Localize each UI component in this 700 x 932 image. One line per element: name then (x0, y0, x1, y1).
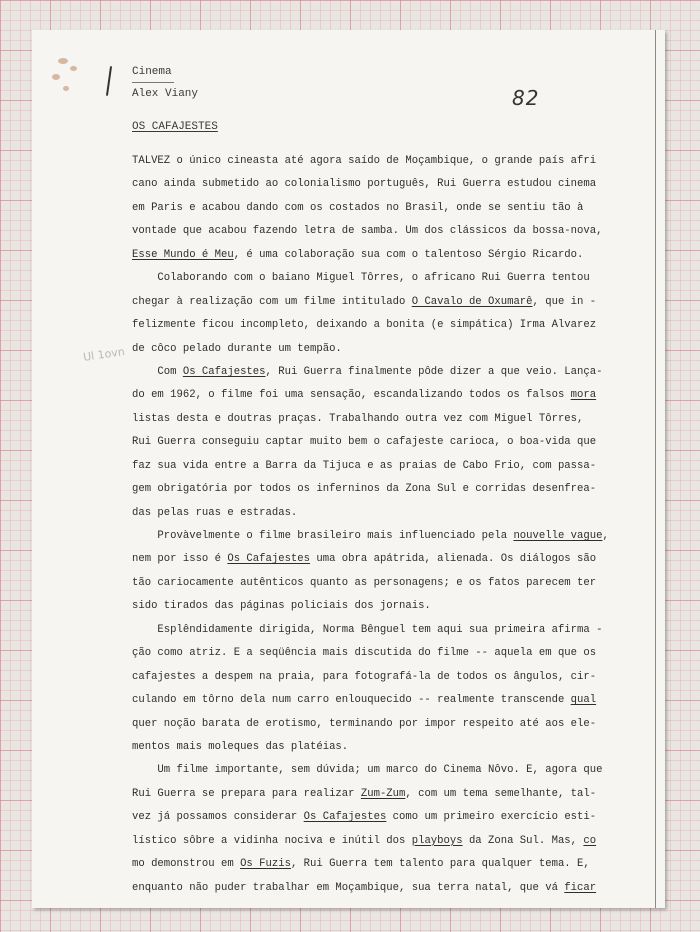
underlined-title: Os Cafajestes (182, 365, 266, 378)
text-run: Um filme importante, sem dúvida; um marco do Cinema Nôvo. E, agora que (132, 764, 603, 777)
text-run: do em 1962, o filme foi uma sensação, escandalizando todos os falsos (132, 389, 571, 402)
underlined-title: ficar (564, 881, 597, 894)
underlined-title: Os Cafajestes (227, 553, 311, 566)
underlined-title: Esse Mundo é Meu (132, 248, 234, 261)
text-line (132, 759, 644, 782)
text-line (132, 877, 644, 900)
text-run: listas desta e doutras praças. Trabalhando outra vez com Miguel Tôrres, (132, 412, 584, 425)
margin-note: Ul 1ovn (82, 345, 126, 364)
text-run: lístico sôbre a vidinha nociva e inútil dos (132, 834, 412, 847)
text-run: tão cariocamente autênticos quanto as personagens; e os fatos parecem ter (132, 576, 597, 589)
underlined-title: Zum-Zum (360, 787, 406, 800)
text-run: , que in - (532, 295, 597, 308)
text-run: em Paris e acabou dando com os costados no Brasil, onde se sentiu tão à (132, 201, 584, 214)
text-run: , é uma colaboração sua com o talentoso Sérgio Ricardo. (233, 248, 584, 261)
rust-stain (63, 86, 69, 91)
underlined-title: mora (570, 389, 597, 402)
underlined-title: playboys (411, 834, 463, 847)
text-line (132, 314, 644, 337)
text-line (132, 455, 644, 478)
text-line (132, 150, 644, 173)
text-line (132, 830, 644, 853)
text-run: Com (132, 365, 183, 378)
text-line (132, 384, 644, 407)
text-run: Provàvelmente o filme brasileiro mais influenciado pela (132, 530, 514, 542)
page-number: 82 (512, 86, 540, 110)
paper-edge-line (655, 30, 656, 908)
text-run: de côco pelado durante um tempão. (132, 342, 342, 355)
text-line (132, 689, 644, 712)
text-run: , com um tema semelhante, tal- (405, 787, 597, 800)
text-line (132, 525, 644, 548)
text-line (132, 642, 644, 665)
text-run: da Zona Sul. Mas, (462, 834, 584, 847)
text-line (132, 853, 644, 876)
text-run: das pelas ruas e estradas. (132, 506, 298, 519)
text-line (132, 197, 644, 220)
text-line (132, 173, 644, 196)
text-run: mo demonstrou em (132, 858, 241, 871)
header-author: Alex Viany (132, 88, 199, 100)
text-run: ção como atriz. E a seqüência mais discutida do filme -- aquela em que os (132, 647, 597, 660)
text-line (132, 361, 644, 384)
article-body (132, 150, 644, 900)
text-line (132, 666, 644, 689)
text-line (132, 338, 644, 361)
text-line (132, 408, 644, 431)
underlined-title: Os Cafajestes (303, 811, 387, 824)
text-run: Rui Guerra conseguiu captar muito bem o cafajeste carioca, o boa-vida que (132, 436, 597, 449)
text-line (132, 713, 644, 736)
text-run: sido tirados das páginas policiais dos jornais. (132, 600, 431, 613)
text-run: gem obrigatória por todos os inferninos da Zona Sul e corridas desenfrea- (132, 483, 597, 496)
rust-stain (52, 74, 60, 80)
text-run: vez já possamos considerar (132, 811, 304, 824)
text-line (132, 783, 644, 806)
text-run: nem por isso é (132, 553, 228, 566)
text-line (132, 244, 644, 267)
text-line (132, 548, 644, 571)
text-run: , (602, 530, 609, 542)
text-run: Colaborando com o baiano Miguel Tôrres, o africano Rui Guerra tentou (132, 272, 590, 285)
text-run: vontade que acabou fazendo letra de samba. Um dos clássicos da bossa-nova, (132, 225, 603, 238)
text-line (132, 502, 644, 525)
text-run: chegar à realização com um filme intitulado (132, 295, 412, 308)
rust-stain (70, 66, 77, 71)
text-run: Rui Guerra se prepara para realizar (132, 787, 361, 800)
text-line (132, 595, 644, 618)
text-run: , Rui Guerra tem talento para qualquer tema. E, (290, 858, 590, 871)
text-run: culando em tôrno dela num carro enlouquecido -- realmente transcende (132, 694, 571, 707)
text-run: como um primeiro exercício esti- (386, 811, 597, 824)
underlined-title: qual (570, 694, 597, 707)
text-line (132, 478, 644, 501)
text-run: , Rui Guerra finalmente pôde dizer a que veio. Lança- (265, 365, 603, 378)
text-run: TALVEZ o único cineasta até agora saído de Moçambique, o grande país afri (132, 155, 597, 167)
text-run: Esplêndidamente dirigida, Norma Bênguel tem aqui sua primeira afirma - (132, 623, 603, 636)
text-line (132, 806, 644, 829)
text-line (132, 572, 644, 595)
header-category: Cinema (132, 66, 172, 78)
underlined-title: co (583, 834, 597, 847)
header-rule (132, 82, 174, 83)
text-run: faz sua vida entre a Barra da Tijuca e as praias de Cabo Frio, com passa- (132, 459, 597, 472)
text-line (132, 619, 644, 642)
underlined-title: O Cavalo de Oxumarê (411, 295, 533, 308)
rust-stain (58, 58, 68, 64)
text-run: cano ainda submetido ao colonialismo português, Rui Guerra estudou cinema (132, 178, 597, 191)
text-run: uma obra apátrida, alienada. Os diálogos são (310, 553, 597, 566)
text-run: cafajestes a despem na praia, para fotografá-la de todos os ângulos, cir- (132, 670, 597, 683)
underlined-title: nouvelle vague (513, 530, 603, 542)
text-line (132, 736, 644, 759)
text-run: enquanto não puder trabalhar em Moçambique, sua terra natal, que vá (132, 881, 565, 894)
text-run: quer noção barata de erotismo, terminando por impor respeito até aos ele- (132, 717, 597, 730)
text-run: mentos mais moleques das platéias. (132, 740, 349, 753)
text-run: felizmente ficou incompleto, deixando a bonita (e simpática) Irma Alvarez (132, 319, 597, 332)
text-line (132, 431, 644, 454)
text-line (132, 220, 644, 243)
underlined-title: Os Fuzis (240, 858, 291, 871)
text-line (132, 267, 644, 290)
text-line (132, 291, 644, 314)
article-title: OS CAFAJESTES (132, 121, 218, 133)
